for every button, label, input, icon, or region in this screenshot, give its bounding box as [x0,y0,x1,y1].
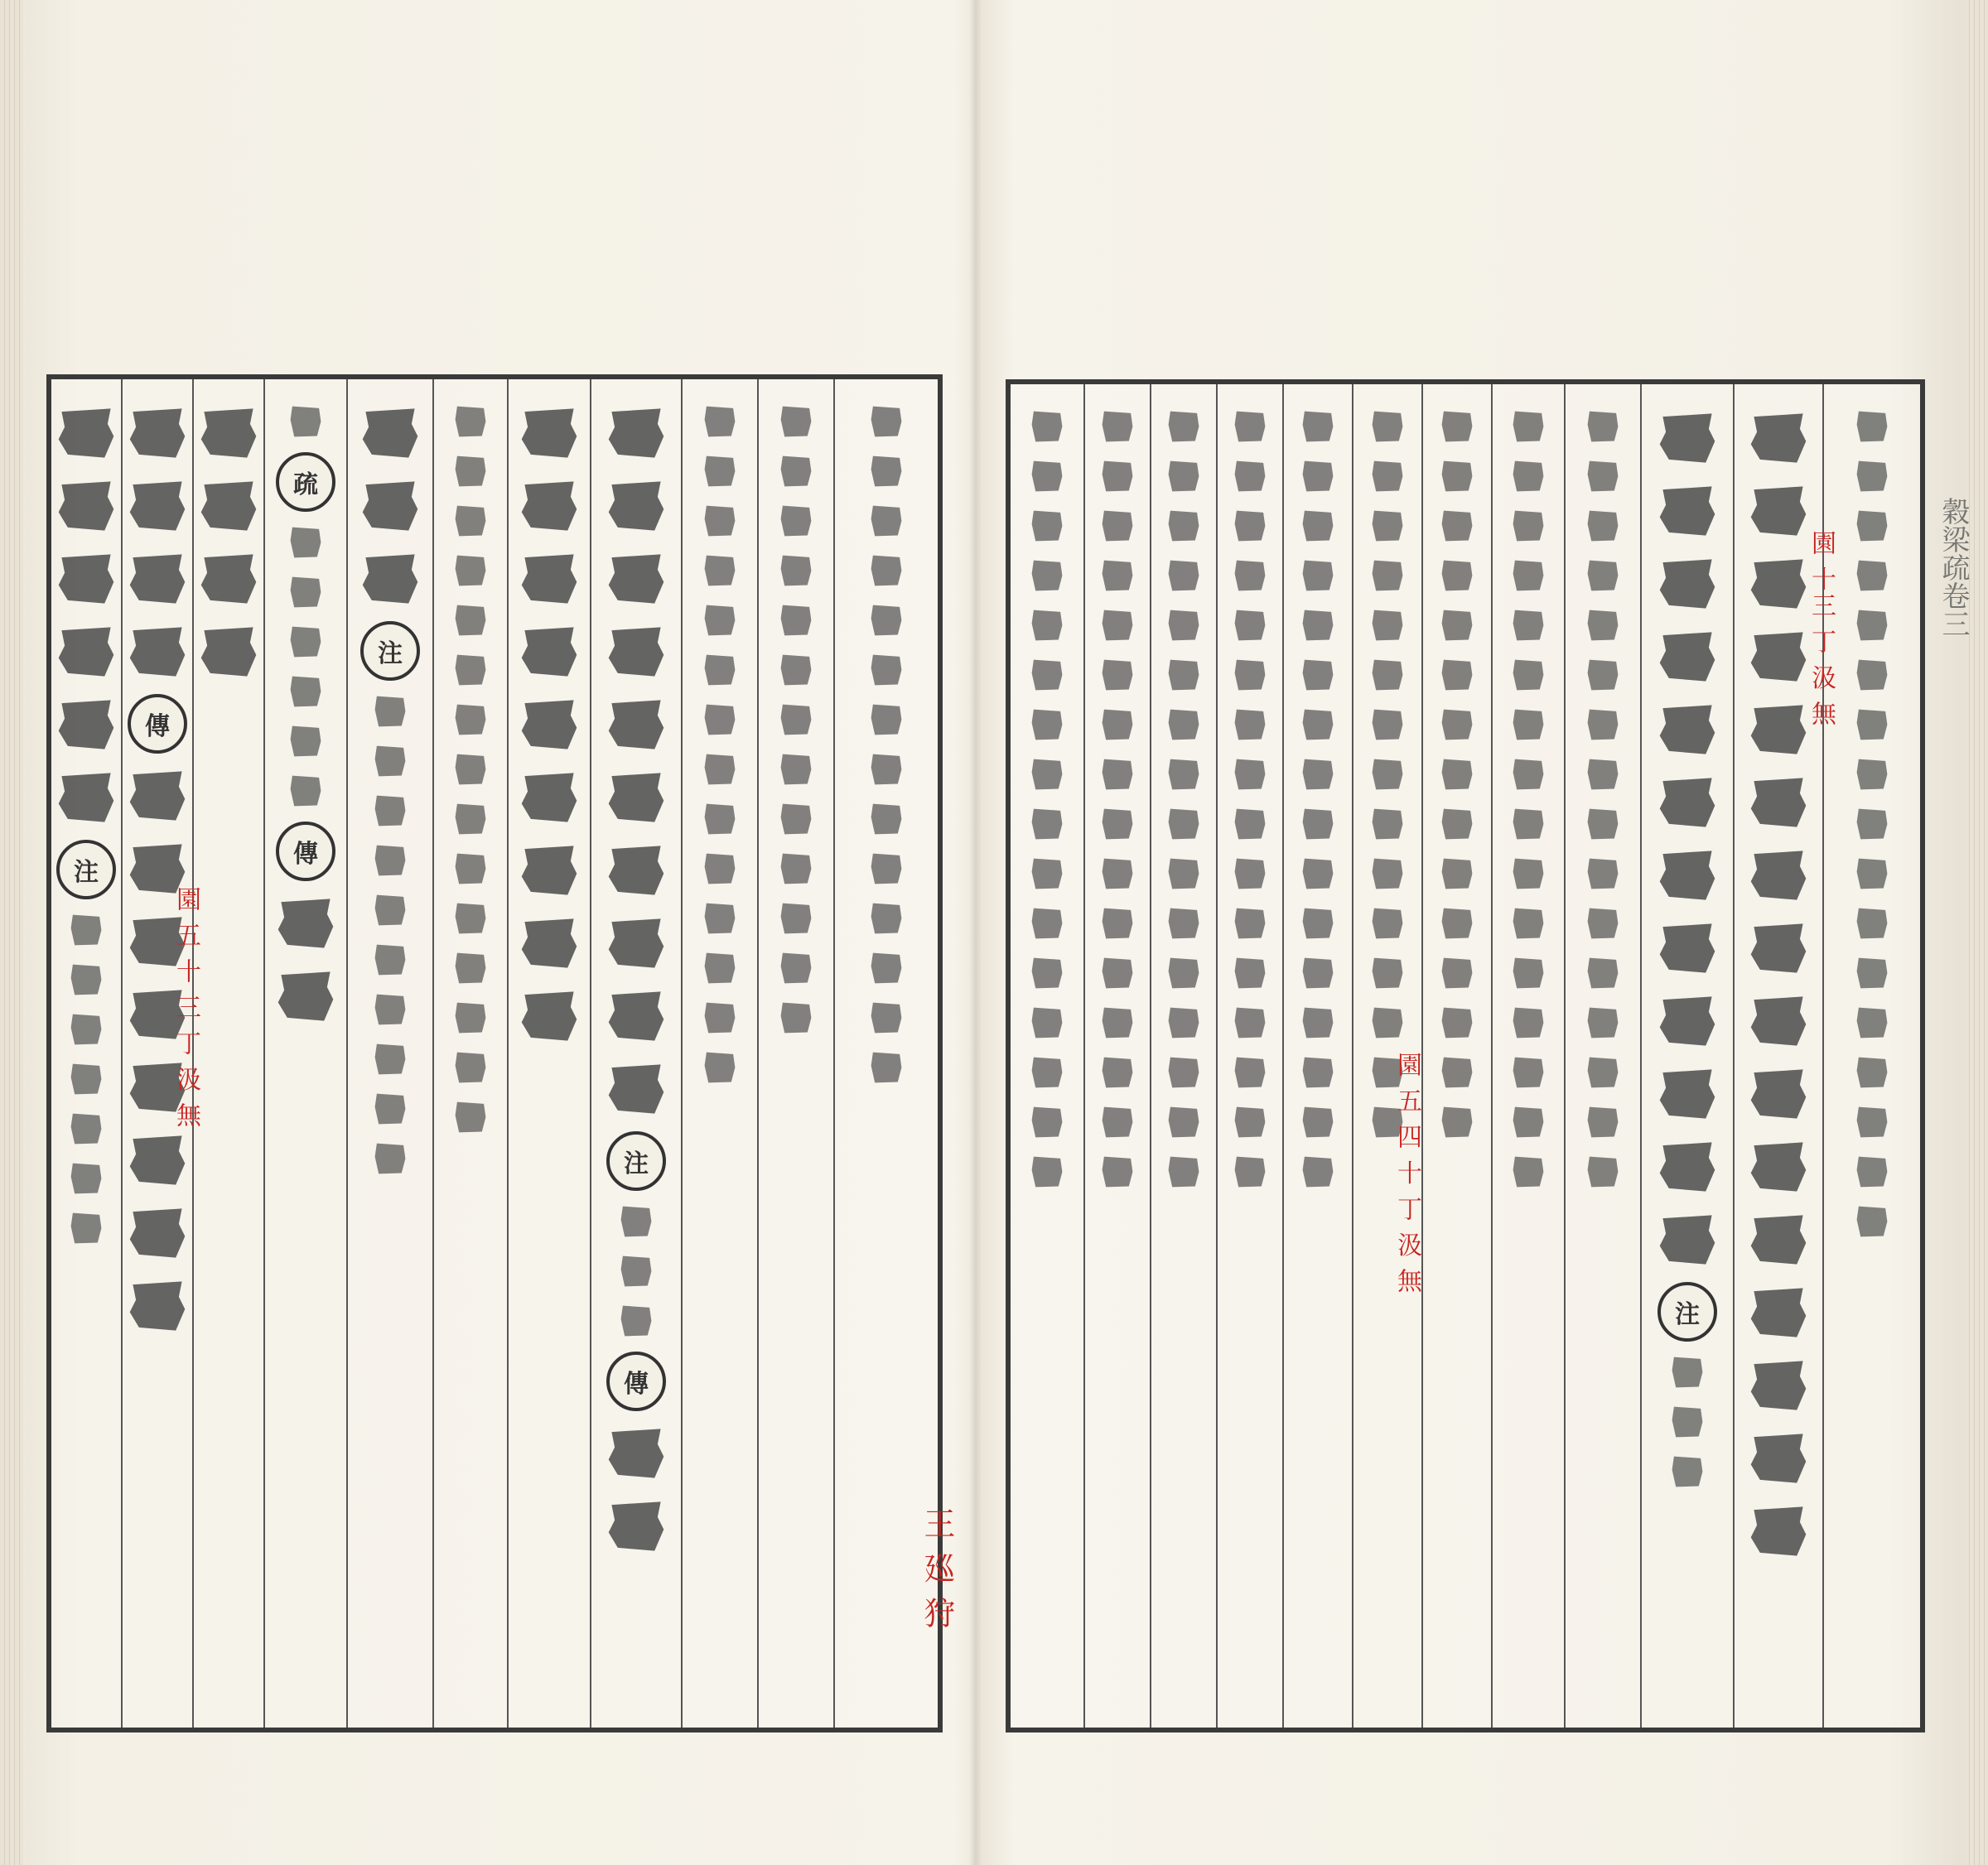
right-page-frame [1006,379,1925,1732]
right-col-7 [1423,384,1493,1728]
red-annotation-1: 園 五 四 十 丁 汲 無 [1392,1052,1421,1295]
right-col-4 [1218,384,1284,1728]
page-edge-right [1965,0,1988,1865]
page-edge-left [0,0,23,1865]
right-col-10: 注 [1642,384,1735,1728]
right-col-9 [1566,384,1642,1728]
red-annotation-4: 園 五 十 三 丁 汲 無 [171,886,200,1130]
left-col-4: 疏 傳 [265,379,348,1728]
right-col-8 [1493,384,1566,1728]
red-annotation-2: 園 十三 丁 汲 無 [1807,530,1836,728]
running-head: 穀梁疏卷三 [1937,497,1970,638]
seal-marker: 注 [56,840,116,899]
right-col-3 [1151,384,1218,1728]
left-col-8: 注 傳 [591,379,683,1728]
left-col-10 [759,379,835,1728]
left-col-2: 傳 [123,379,194,1728]
right-col-2 [1085,384,1151,1728]
left-col-1 [51,379,123,1728]
right-col-1 [1011,384,1085,1728]
right-col-5 [1284,384,1353,1728]
book-gutter [969,0,982,1865]
left-col-7 [509,379,591,1728]
left-col-5: 注 [348,379,434,1728]
left-col-3 [194,379,265,1728]
left-col-9 [683,379,759,1728]
red-annotation-3: 王 廵 狩 [919,1507,955,1631]
left-col-6 [434,379,509,1728]
